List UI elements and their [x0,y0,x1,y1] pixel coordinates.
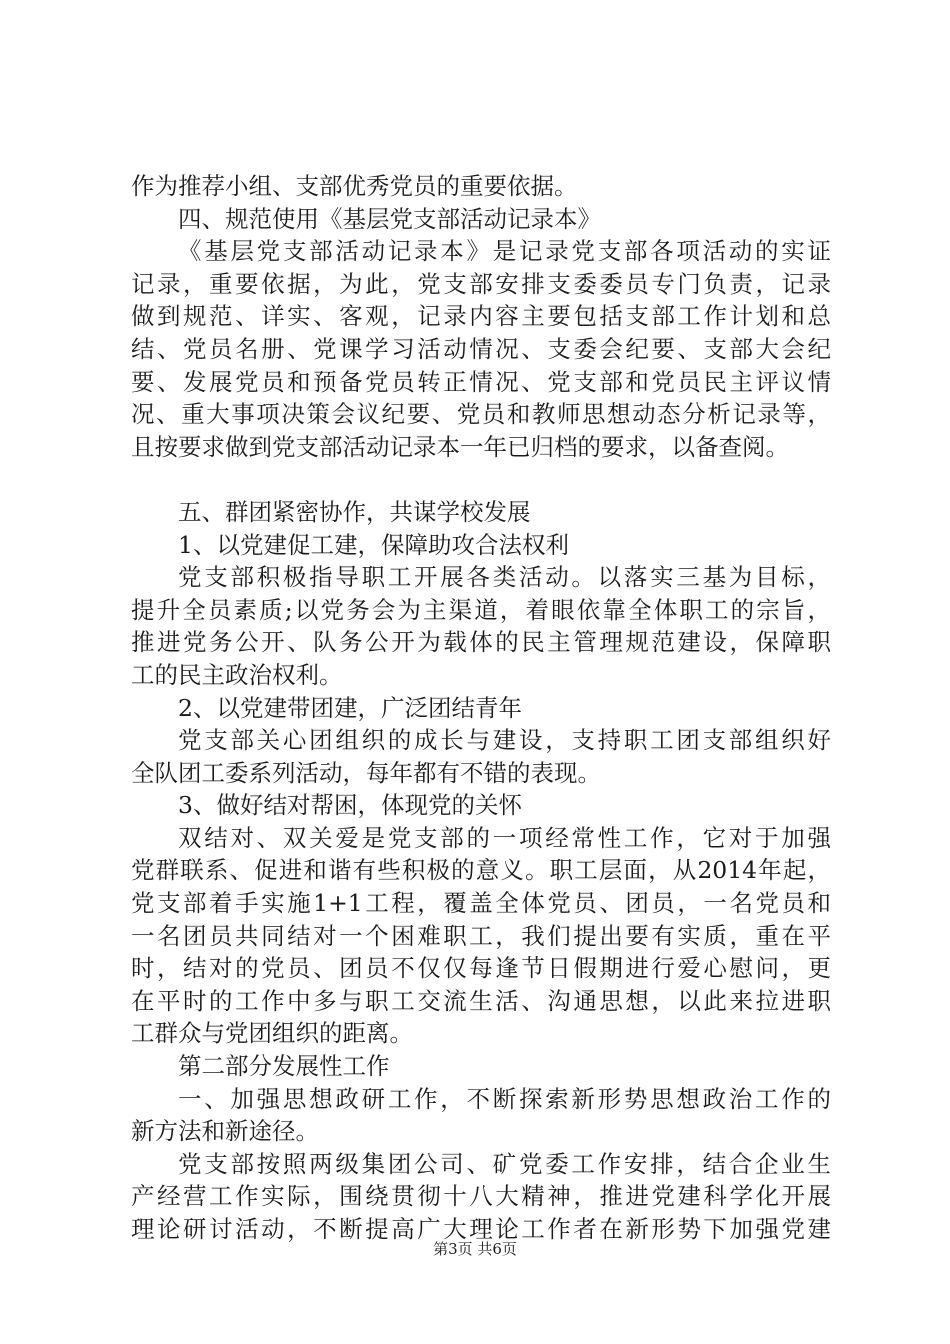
text-line: 一名团员共同结对一个困难职工，我们提出要有实质，重在平 [131,921,831,950]
text-line: 工群众与党团组织的距离。 [131,1019,413,1048]
text-line: 第二部分发展性工作 [178,1052,390,1081]
text-line: 推进党务公开、队务公开为载体的民主管理规范建设，保障职 [131,628,831,657]
text-line: 提升全员素质;以党务会为主渠道，着眼依靠全体职工的宗旨， [131,595,831,624]
text-line: 一、加强思想政研工作，不断探索新形势思想政治工作的 [178,1084,831,1113]
text-line: 四、规范使用《基层党支部活动记录本》 [178,204,601,233]
text-line: 党群联系、促进和谐有些积极的意义。职工层面，从2014年起， [131,856,831,885]
text-line: 双结对、双关爱是党支部的一项经常性工作，它对于加强 [178,823,831,852]
text-line: 党支部关心团组织的成长与建设，支持职工团支部组织好 [178,726,831,755]
text-line: 全队团工委系列活动，每年都有不错的表现。 [131,758,601,787]
text-line: 党支部着手实施1+1工程，覆盖全体党员、团员，一名党员和 [131,889,831,918]
text-line: 理论研讨活动，不断提高广大理论工作者在新形势下加强党建 [131,1215,831,1243]
text-line: 结、党员名册、党课学习活动情况、支委会纪要、支部大会纪 [131,334,831,363]
page-footer: 第3页 共6页 [433,1240,517,1258]
text-line: 3、做好结对帮困，体现党的关怀 [178,791,522,820]
text-line: 1、以党建促工建，保障助攻合法权利 [178,530,569,559]
text-line: 且按要求做到党支部活动记录本一年已归档的要求，以备查阅。 [131,432,789,461]
document-body [131,170,831,1246]
text-line: 五、群团紧密协作，共谋学校发展 [178,497,531,526]
text-line: 时，结对的党员、团员不仅仅每逢节日假期进行爱心慰问，更 [131,954,831,983]
text-line: 《基层党支部活动记录本》是记录党支部各项活动的实证 [178,237,831,266]
text-line: 记录，重要依据，为此，党支部安排支委委员专门负责，记录 [131,269,831,298]
text-line: 党支部积极指导职工开展各类活动。以落实三基为目标， [178,563,831,592]
text-line: 党支部按照两级集团公司、矿党委工作安排，结合企业生 [178,1149,831,1178]
text-line: 况、重大事项决策会议纪要、党员和教师思想动态分析记录等， [131,400,831,429]
text-line: 工的民主政治权利。 [131,660,343,689]
text-line: 在平时的工作中多与职工交流生活、沟通思想，以此来拉进职 [131,986,831,1015]
text-line: 产经营工作实际，围绕贯彻十八大精神，推进党建科学化开展 [131,1182,831,1211]
text-line: 新方法和新途径。 [131,1117,319,1146]
text-line: 作为推荐小组、支部优秀党员的重要依据。 [131,172,578,200]
text-line: 要、发展党员和预备党员转正情况、党支部和党员民主评议情 [131,367,831,396]
text-line: 做到规范、详实、客观，记录内容主要包括支部工作计划和总 [131,302,831,331]
text-line: 2、以党建带团建，广泛团结青年 [178,693,522,722]
blank-line [131,463,831,496]
